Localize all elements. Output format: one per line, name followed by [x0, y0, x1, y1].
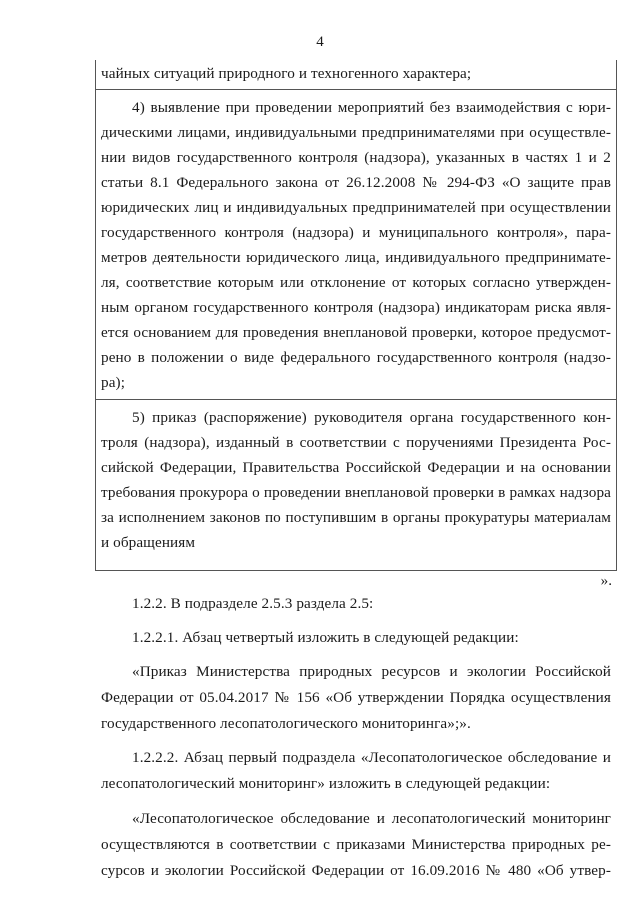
- text-line: дическими лицами, индивидуальными предпринимателями при осуществле-: [101, 124, 611, 141]
- text-line: 5) приказ (распоряжение) руководителя органа государственного кон-: [132, 409, 611, 426]
- text-line: 1.2.2.1. Абзац четвертый изложить в следующей редакции:: [132, 629, 519, 646]
- text-line: 1.2.2. В подразделе 2.5.3 раздела 2.5:: [132, 595, 374, 612]
- text-line: требования прокурора о проведении внеплановой проверки в рамках надзора: [101, 484, 611, 501]
- text-line: Федерации от 05.04.2017 № 156 «Об утверждении Порядка осуществления: [101, 689, 611, 706]
- text-line: ра);: [101, 374, 126, 391]
- text-line: 1.2.2.2. Абзац первый подраздела «Лесопатологическое обследование и: [132, 749, 611, 766]
- text-line: сурсов и экологии Российской Федерации от 16.09.2016 № 480 «Об утвер-: [101, 862, 611, 879]
- text-line: троля (надзора), изданный в соответствии с поручениями Президента Рос-: [101, 434, 611, 451]
- text-line: лесопатологический мониторинг» изложить в следующей редакции:: [101, 775, 551, 792]
- text-line: и обращениям: [101, 534, 196, 551]
- text-line: ется основанием для проведения внеплановой проверки, которое предусмот-: [101, 324, 611, 341]
- text-line: осуществляются в соответствии с приказами Министерства природных ре-: [101, 836, 611, 853]
- text-line: рено в положении о виде федерального государственного контроля (надзо-: [101, 349, 611, 366]
- text-line: ным органом государственного контроля (надзора) индикаторам риска явля-: [101, 299, 611, 316]
- text-line: государственного лесопатологического мониторинга»;».: [101, 715, 471, 732]
- text-line: юридических лиц и индивидуальных предпринимателей при осуществлении: [101, 199, 611, 216]
- text-line: сийской Федерации, Правительства Российской Федерации и на основании: [101, 459, 611, 476]
- text-line: за исполнением законов по поступившим в органы прокуратуры материалам: [101, 509, 611, 526]
- text-line: «Лесопатологическое обследование и лесопатологический мониторинг: [132, 810, 611, 827]
- text-line: ля, соответствие которым или отклонение от которых согласно утвержден-: [101, 274, 611, 291]
- text-line: метров деятельности юридического лица, индивидуального предпринимате-: [101, 249, 611, 266]
- text-line: государственного контроля (надзора) и муниципального контроля», пара-: [101, 224, 611, 241]
- text-line: чайных ситуаций природного и техногенного характера;: [101, 65, 472, 82]
- text-line: «Приказ Министерства природных ресурсов и экологии Российской: [132, 663, 611, 680]
- page-number: 4: [316, 34, 324, 50]
- text-line: статьи 8.1 Федерального закона от 26.12.2008 № 294-ФЗ «О защите прав: [101, 174, 611, 191]
- text-line: 4) выявление при проведении мероприятий без взаимодействия с юри-: [132, 99, 611, 116]
- text-line: нии видов государственного контроля (надзора), указанных в частях 1 и 2: [101, 149, 611, 166]
- closing-quote: ».: [600, 572, 612, 589]
